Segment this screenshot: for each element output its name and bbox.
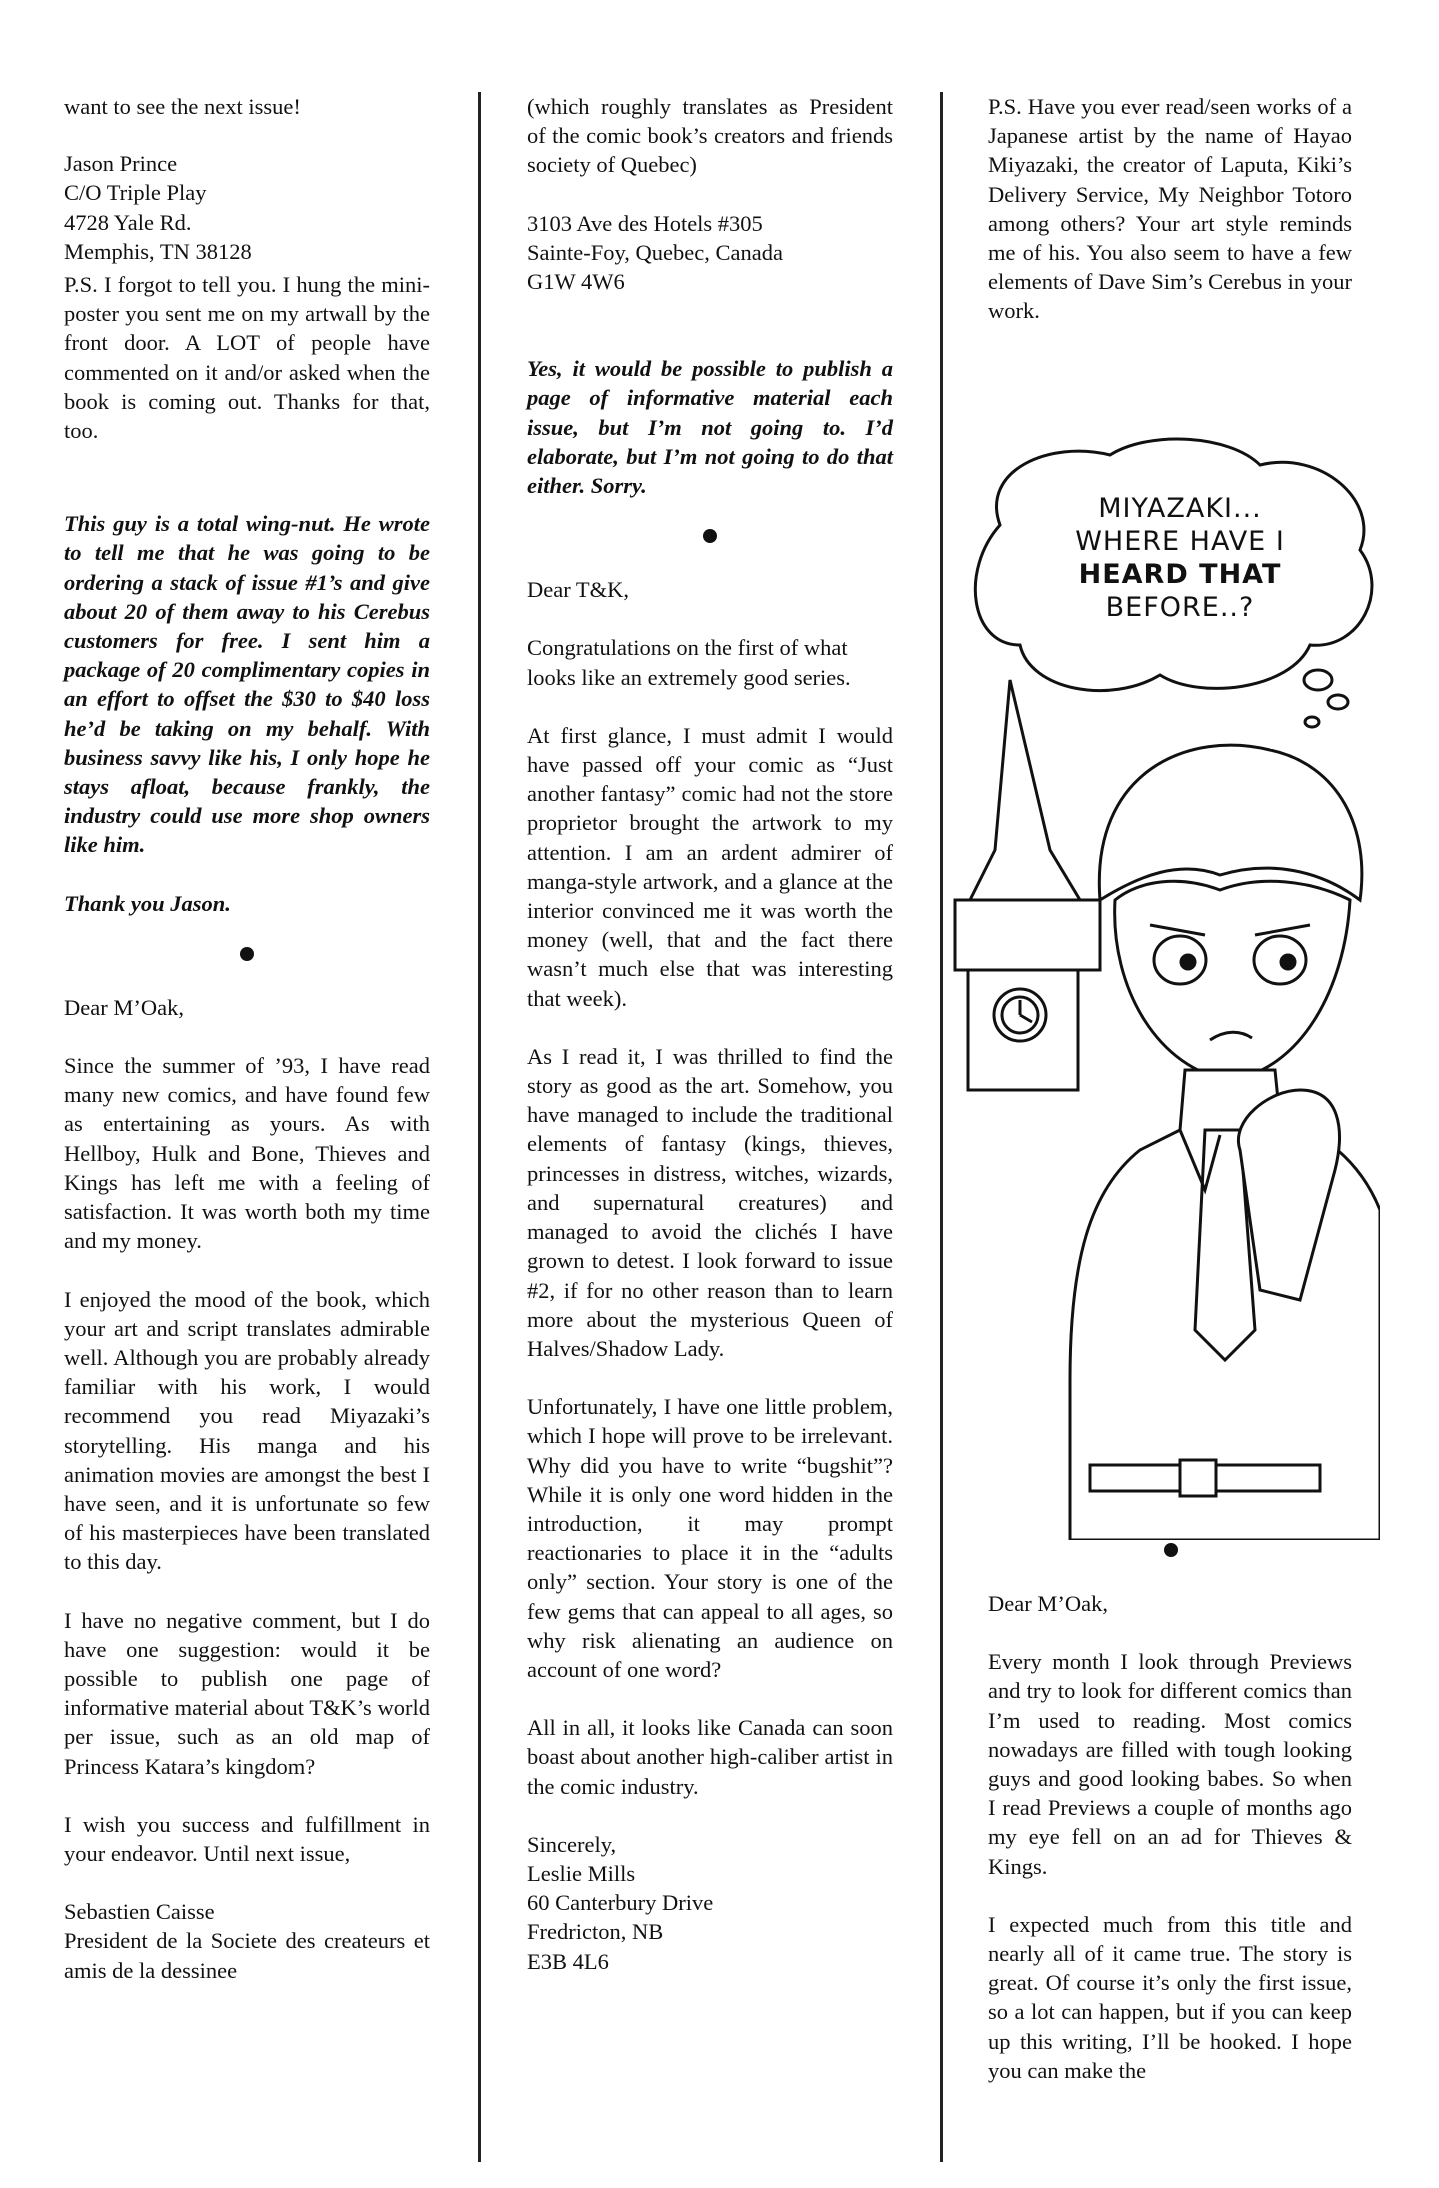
letter-paragraph: I expected much from this title and nearly all of it came true. The story is great. Of course it’s only the first issue, so a lot can happen, but if you can keep up this writing, I’ll be hooked. I hope you can make the (988, 1911, 1352, 2083)
editor-reply-thanks: Thank you Jason. (64, 890, 231, 916)
address-block (527, 209, 893, 297)
letter-greeting: Dear M’Oak, (988, 1591, 1108, 1616)
signature-line: Leslie Mills (527, 1860, 636, 1886)
address-line: Sainte-Foy, Quebec, Canada (527, 239, 783, 265)
letter-paragraph: As I read it, I was thrilled to find the story as good as the art. Somehow, you have managed to include the traditional elements of fantasy (kings, thieves, princesses in distress, witches, wizards, and supernatural creatures) and managed to avoid the clichés I have grown to detest. I look forward to issue #2, if for no other reason than to learn more about the mysterious Queen of Halves/Shadow Lady. (527, 1043, 893, 1361)
thought-line: MIYAZAKI... (1098, 493, 1262, 524)
letter-paragraph: (which roughly translates as President of the comic book’s creators and friends society of Quebec) (527, 94, 893, 178)
signature-block (527, 1830, 893, 1976)
column-divider-left (478, 92, 481, 2162)
thought-bubble-dot (1304, 670, 1332, 690)
letter-paragraph: At first glance, I must admit I would have passed off your comic as “Just another fantasy” comic had not the store proprietor brought the artwork to my attention. I am an ardent admirer of manga-style artwork, and a glance at the interior convinced me it was worth the money (well, that and the fact there wasn’t much else that was interesting that week). (527, 722, 893, 1011)
address-block (64, 149, 430, 266)
address-line: 3103 Ave des Hotels #305 (527, 210, 763, 236)
signature-title: President de la Societe des createurs et amis de la dessinee (64, 1928, 430, 1983)
editor-reply: This guy is a total wing-nut. He wrote to tell me that he was going to be ordering a stack of issue #1’s and give about 20 of them away to his Cerebus customers for free. I sent him a package of 20 complimentary copies in an effort to offset the $30 to $40 loss he’d be taking on my behalf. With business savvy like his, I only hope he stays afloat, because frankly, the industry could use more shop owners like him. (64, 511, 430, 858)
thought-line: WHERE HAVE I (1075, 526, 1285, 557)
signature-name: Sebastien Caisse (64, 1899, 215, 1925)
signature-line: Sincerely, (527, 1831, 617, 1857)
column-right (988, 92, 1352, 355)
thought-line: BEFORE..? (1105, 592, 1255, 623)
editor-reply: Yes, it would be possible to publish a page of informative material each issue, but I’m not going to. I’d elaborate, but I’m not going to do that either. Sorry. (527, 356, 893, 499)
address-line: Memphis, TN 38128 (64, 238, 252, 264)
separator-bullet (1164, 1543, 1178, 1557)
letter-paragraph: I enjoyed the mood of the book, which your art and script translates admirable well. Although you are probably already familiar with his work, I would recommend you read Miyazaki’s storytelling. His manga and his animation movies are amongst the best I have seen, and it is unfortunate so few of his masterpieces have been translated to this day. (64, 1286, 430, 1575)
signature-line: Fredricton, NB (527, 1919, 664, 1945)
letter-paragraph: Every month I look through Previews and try to look for different comics than I’m used to reading. Most comics nowadays are filled with tough looking guys and good looking babes. So when I read Previews a couple of months ago my eye fell on an ad for Thieves & Kings. (988, 1649, 1352, 1879)
clock-tower (955, 680, 1100, 1090)
address-line: G1W 4W6 (527, 269, 625, 295)
column-left (64, 92, 430, 1985)
letter-paragraph: Congratulations on the first of what looks like an extremely good series. (527, 635, 851, 690)
letter-paragraph: Unfortunately, I have one little problem, which I hope will prove to be irrelevant. Why did you have to write “bugshit”? While it is only one word hidden in the introduction, it may prompt reactionaries to place it in the “adults only” section. Your story is one of the few gems that can appeal to all ages, so why risk alienating an audience on account of one word? (527, 1394, 893, 1682)
letter-paragraph: Since the summer of ’93, I have read many new comics, and have found few as entertaining as yours. As with Hellboy, Hulk and Bone, Thieves and Kings has left me with a feeling of satisfaction. It was worth both my time and my money. (64, 1053, 430, 1254)
thought-bubble-dot (1305, 717, 1319, 727)
letter-closing-line: want to see the next issue! (64, 94, 301, 119)
character-illustration (940, 430, 1380, 1540)
letter-paragraph: All in all, it looks like Canada can soon boast about another high-caliber artist in the comic industry. (527, 1715, 893, 1799)
letter-paragraph: I have no negative comment, but I do have one suggestion: would it be possible to publish one page of informative material about T&K’s world per issue, such as an old map of Princess Katara’s kingdom? (64, 1607, 430, 1779)
letter-paragraph: I wish you success and fulfillment in your endeavor. Until next issue, (64, 1811, 430, 1866)
separator-bullet (240, 947, 254, 961)
character-figure (1070, 745, 1380, 1540)
thought-text (1010, 492, 1350, 624)
letter-greeting: Dear T&K, (527, 577, 630, 603)
signature-line: E3B 4L6 (527, 1948, 609, 1974)
letter-greeting: Dear M’Oak, (64, 994, 184, 1020)
postscript: P.S. Have you ever read/seen works of a Japanese artist by the name of Hayao Miyazaki, the creator of Laputa, Kiki’s Delivery Service, My Neighbor Totoro among others? Your art style reminds me of his. You also seem to have a few elements of Dave Sim’s Cerebus in your work. (988, 94, 1352, 324)
signature-line: 60 Canterbury Drive (527, 1890, 714, 1916)
column-middle (527, 92, 893, 1976)
postscript: P.S. I forgot to tell you. I hung the mini-poster you sent me on my artwall by the front door. A LOT of people have commented on it and/or asked when the book is coming out. Thanks for that, too. (64, 272, 430, 444)
address-line: 4728 Yale Rd. (64, 209, 192, 235)
thought-bubble-dot (1328, 695, 1348, 709)
thought-line: HEARD THAT (1078, 559, 1282, 590)
separator-bullet (703, 529, 717, 543)
address-line: Jason Prince (64, 151, 178, 177)
column-right-lower (988, 1543, 1352, 2085)
address-line: C/O Triple Play (64, 180, 207, 206)
